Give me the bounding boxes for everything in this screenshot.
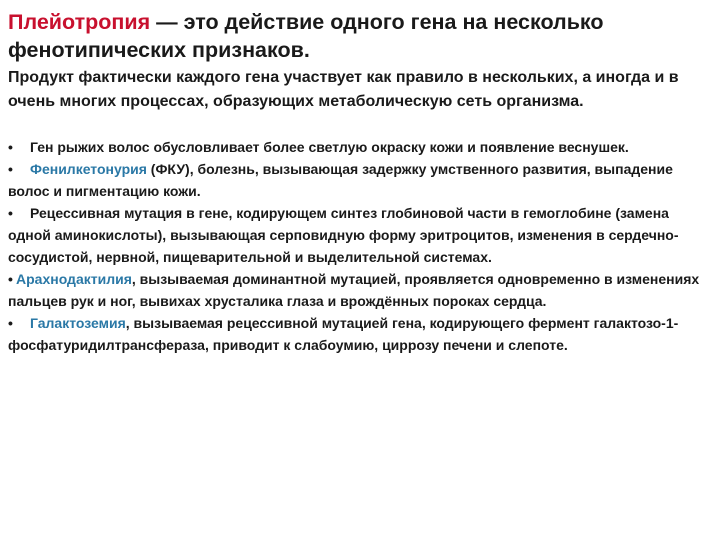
item-text: (ФКУ), болезнь, вызывающая задержку умственного развития, выпадение волос и пигментацию кожи. [8, 161, 673, 199]
list-item-galactosemia [8, 312, 708, 356]
bullet-icon: • [8, 271, 13, 287]
list-item-arachnodactyly [8, 268, 708, 312]
bullet-icon: • [8, 139, 13, 155]
item-text: , вызываемая рецессивной мутацией гена, кодирующего фермент галактозо-1-фосфатуридилтрансфераза, приводит к слабоумию, циррозу печени и слепоте. [8, 315, 679, 353]
list-item-pku [8, 158, 708, 202]
bullet-icon: • [8, 205, 13, 221]
intro-paragraph: Продукт фактически каждого гена участвует как правило в нескольких, а иногда и в очень многих процессах, образующих метаболическую сеть организма. [8, 69, 679, 110]
item-term: Фенилкетонурия [30, 161, 147, 177]
slide-title [8, 8, 708, 64]
item-term: Арахнодактилия [16, 271, 132, 287]
item-text: Рецессивная мутация в гене, кодирующем синтез глобиновой части в гемоглобине (замена одной аминокислоты), вызывающая серповидную форму эритроцитов, изменения в сердечно-сосудистой, нервной, пищеварительной и выделительной системах. [8, 205, 679, 265]
list-item-red-hair [8, 136, 708, 158]
slide [8, 8, 708, 356]
bullet-icon: • [8, 315, 13, 331]
item-term: Галактоземия [30, 315, 126, 331]
examples-list [8, 136, 708, 356]
title-definition: — это действие одного гена на несколько фенотипических признаков. [8, 10, 604, 62]
item-text: , вызываемая доминантной мутацией, проявляется одновременно в изменениях пальцев рук и ног, вывихах хрусталика глаза и врождённых пороках сердца. [8, 271, 700, 309]
list-item-sickle-cell [8, 202, 708, 268]
bullet-icon: • [8, 161, 13, 177]
title-term: Плейотропия [8, 10, 151, 34]
item-text: Ген рыжих волос обусловливает более светлую окраску кожи и появление веснушек. [30, 139, 629, 155]
